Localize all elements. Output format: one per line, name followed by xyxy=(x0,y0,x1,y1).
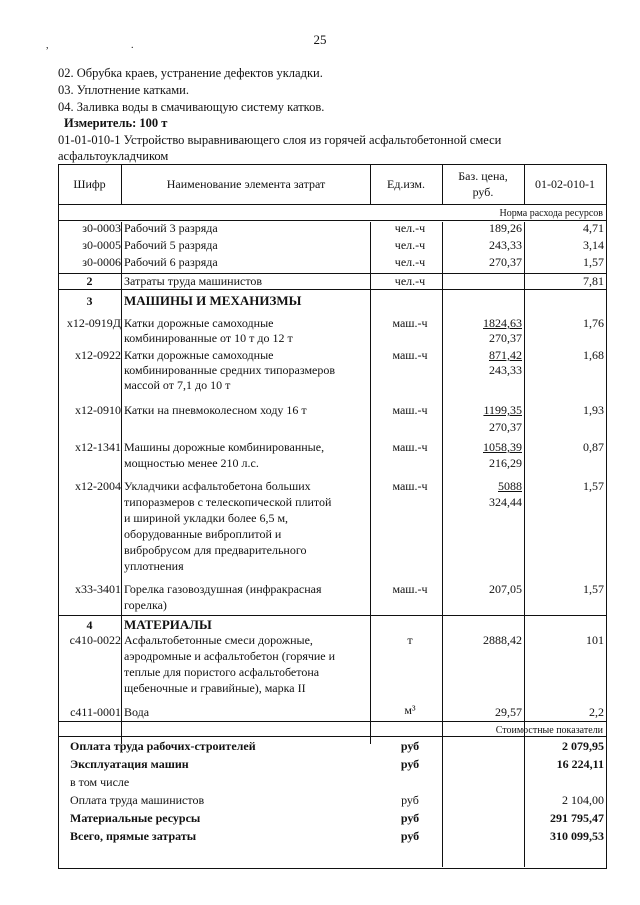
table-row-unit: маш.-ч xyxy=(392,440,428,454)
table-row-name: массой от 7,1 до 10 т xyxy=(124,378,231,392)
total-unit: руб xyxy=(401,793,419,807)
table-row-norm: 1,57 xyxy=(583,255,604,269)
table-row-price: 270,37 xyxy=(489,255,522,269)
total-unit: руб xyxy=(400,739,420,753)
table-row-code: х12-2004 xyxy=(75,479,121,493)
table-row-code: х12-0919Д xyxy=(66,316,121,330)
table-row-norm: 2,2 xyxy=(589,705,604,719)
table-row-name: Вода xyxy=(124,705,150,719)
total-value: 16 224,11 xyxy=(556,757,604,771)
margin-marks: , . xyxy=(46,40,174,51)
header-code: Шифр xyxy=(73,177,106,191)
section-name: Затраты труда машинистов xyxy=(124,274,263,288)
table-row-price-operator: 324,44 xyxy=(489,495,522,509)
section-norm: 7,81 xyxy=(583,274,604,288)
table-row-unit: маш.-ч xyxy=(392,316,428,330)
table-row-norm: 3,14 xyxy=(583,238,604,252)
table-row-name: оборудованные виброплитой и xyxy=(124,527,282,541)
table-row-norm: 1,57 xyxy=(583,582,604,596)
table-row-name: аэродромные и асфальтобетон (горячие и xyxy=(124,649,336,663)
table-row-price-operator: 270,37 xyxy=(489,420,522,434)
measure-unit: Измеритель: 100 т xyxy=(64,116,168,130)
table-row-norm: 1,76 xyxy=(583,316,604,330)
table-row-price: 1199,35 xyxy=(483,403,522,417)
norms-table xyxy=(58,164,607,869)
section-unit: чел.-ч xyxy=(394,274,426,288)
total-value: 310 099,53 xyxy=(550,829,604,843)
table-row-price-operator: 270,37 xyxy=(489,331,522,345)
header-price-line2: руб. xyxy=(472,185,494,199)
table-row-name: щебеночные и гравийные), марка II xyxy=(124,681,306,695)
table-row-unit: м³ xyxy=(404,703,416,717)
work-step-04: 04. Заливка воды в смачивающую систему катков. xyxy=(58,100,325,114)
total-label: в том числе xyxy=(70,775,130,789)
table-row-name: Рабочий 3 разряда xyxy=(124,221,218,235)
table-row-name: Рабочий 5 разряда xyxy=(124,238,218,252)
table-row-code: х33-3401 xyxy=(75,582,121,596)
table-row-name: комбинированные от 10 т до 12 т xyxy=(124,331,293,345)
table-row-unit: маш.-ч xyxy=(392,582,428,596)
section-number: 3 xyxy=(86,294,93,308)
page-number: 25 xyxy=(313,32,327,47)
header-norm-code: 01-02-010-1 xyxy=(535,177,595,191)
table-row-unit: чел.-ч xyxy=(394,221,426,235)
table-row-unit: маш.-ч xyxy=(392,403,428,417)
table-row-name: Асфальтобетонные смеси дорожные, xyxy=(124,633,313,647)
total-unit: руб xyxy=(400,811,420,825)
norm-title-line1: 01-01-010-1 Устройство выравнивающего слоя из горячей асфальтобетонной смеси xyxy=(58,133,502,147)
header-name: Наименование элемента затрат xyxy=(166,177,326,191)
table-row-name: и шириной укладки более 6,5 м, xyxy=(124,511,289,525)
table-row-code: х12-0910 xyxy=(75,403,121,417)
table-row-code: х12-1341 xyxy=(75,440,121,454)
work-step-02: 02. Обрубка краев, устранение дефектов укладки. xyxy=(58,66,323,80)
table-row-name: Рабочий 6 разряда xyxy=(124,255,218,269)
table-row-price: 5088 xyxy=(498,479,522,493)
table-row-code: з0-0006 xyxy=(82,255,121,269)
table-row-norm: 0,87 xyxy=(583,440,604,454)
table-row-name: горелка) xyxy=(124,598,167,612)
table-row-unit: маш.-ч xyxy=(392,479,428,493)
table-row-unit: т xyxy=(407,633,413,647)
table-row-price: 1824,63 xyxy=(483,316,522,330)
table-row-norm: 101 xyxy=(586,633,604,647)
norm-caption: Норма расхода ресурсов xyxy=(499,208,603,219)
total-label: Эксплуатация машин xyxy=(70,757,189,771)
total-value: 2 104,00 xyxy=(562,793,604,807)
table-row-code: з0-0005 xyxy=(82,238,121,252)
section-number: 4 xyxy=(86,618,93,632)
table-row-price: 2888,42 xyxy=(483,633,522,647)
table-row-code: х12-0922 xyxy=(75,348,121,362)
table-row-code: с411-0001 xyxy=(70,705,121,719)
table-row-norm: 1,93 xyxy=(583,403,604,417)
table-row-name: Катки на пневмоколесном ходу 16 т xyxy=(124,403,307,417)
table-row-name: Горелка газовоздушная (инфракрасная xyxy=(124,582,322,596)
total-value: 2 079,95 xyxy=(562,739,604,753)
table-row-price-operator: 243,33 xyxy=(489,363,522,377)
table-row-price: 871,42 xyxy=(489,348,522,362)
norm-title-line2: асфальтоукладчиком xyxy=(58,149,169,163)
table-row-name: вибробрусом для предварительного xyxy=(124,543,307,557)
header-price-line1: Баз. цена, xyxy=(458,169,508,183)
table-row-norm: 1,68 xyxy=(583,348,604,362)
table-row-price: 243,33 xyxy=(489,238,522,252)
table-row-unit: чел.-ч xyxy=(394,255,426,269)
table-row-price-operator: 216,29 xyxy=(489,456,522,470)
header-unit: Ед.изм. xyxy=(386,177,426,191)
table-row-name: типоразмеров с телескопической плитой xyxy=(124,495,332,509)
table-row-norm: 1,57 xyxy=(583,479,604,493)
total-value: 291 795,47 xyxy=(550,811,604,825)
total-label: Всего, прямые затраты xyxy=(70,829,197,843)
table-row-price: 207,05 xyxy=(489,582,522,596)
section-name: МАТЕРИАЛЫ xyxy=(124,617,212,632)
table-row-name: Укладчики асфальтобетона больших xyxy=(124,479,311,493)
table-row-name: Катки дорожные самоходные xyxy=(124,316,274,330)
table-row-name: Катки дорожные самоходные xyxy=(124,348,274,362)
section-number: 2 xyxy=(86,274,93,288)
total-unit: руб xyxy=(400,757,420,771)
table-row-unit: чел.-ч xyxy=(394,238,426,252)
work-step-03: 03. Уплотнение катками. xyxy=(58,83,189,97)
table-row-code: с410-0022 xyxy=(69,633,121,647)
total-label: Материальные ресурсы xyxy=(70,811,201,825)
table-row-name: мощностью менее 210 л.с. xyxy=(124,456,259,470)
table-row-price: 189,26 xyxy=(489,221,522,235)
total-label: Оплата труда машинистов xyxy=(70,793,205,807)
table-row-price: 1058,39 xyxy=(483,440,522,454)
total-label: Оплата труда рабочих-строителей xyxy=(70,739,256,753)
table-row-unit: маш.-ч xyxy=(392,348,428,362)
total-unit: руб xyxy=(400,829,420,843)
table-row-name: уплотнения xyxy=(124,559,184,573)
table-row-code: з0-0003 xyxy=(82,221,121,235)
table-row-name: Машины дорожные комбинированные, xyxy=(124,440,325,454)
table-row-name: комбинированные средних типоразмеров xyxy=(124,363,336,377)
section-name: МАШИНЫ И МЕХАНИЗМЫ xyxy=(124,293,302,308)
cost-caption: Стоимостные показатели xyxy=(495,725,603,736)
table-row-name: теплые для пористого асфальтобетона xyxy=(124,665,320,679)
table-row-price: 29,57 xyxy=(495,705,522,719)
table-row-norm: 4,71 xyxy=(583,221,604,235)
